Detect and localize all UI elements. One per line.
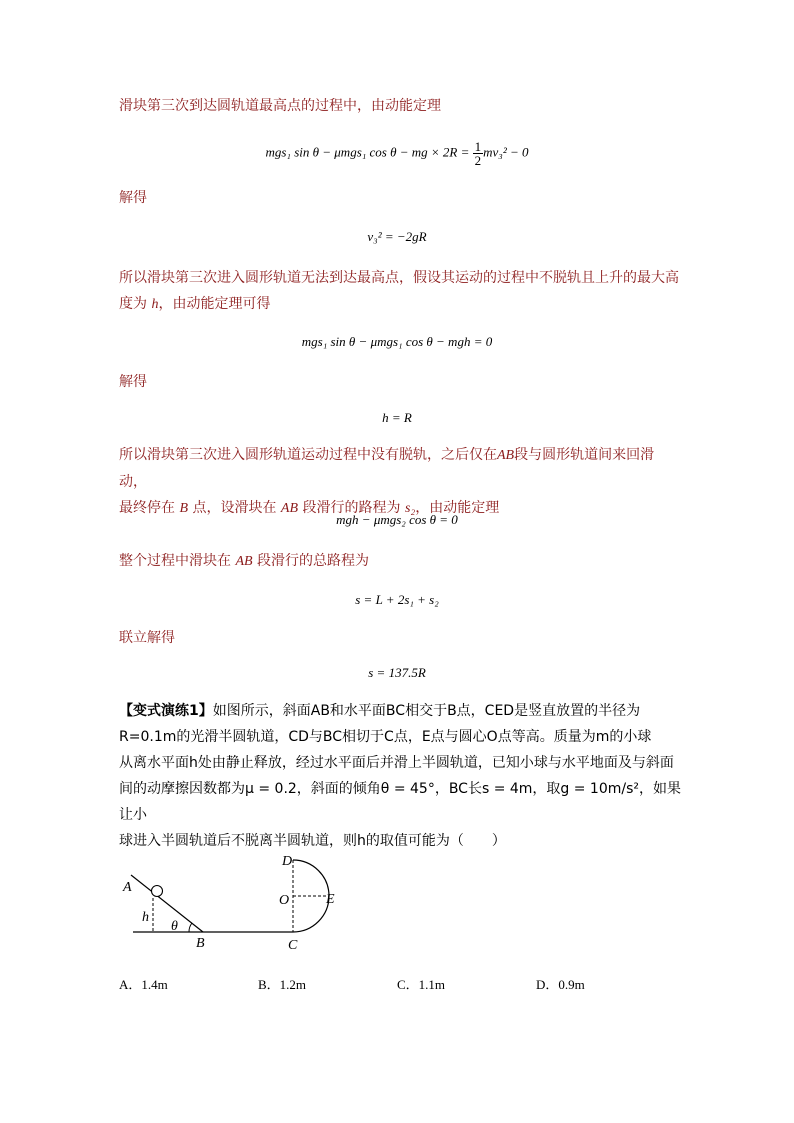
label-theta: θ: [171, 919, 178, 934]
jiede-1: 解得: [119, 190, 147, 206]
equation-5: mgh − μmgs₂ cos θ = 0: [336, 512, 458, 527]
equation-7: s = 137.5R: [368, 665, 426, 680]
ball: [152, 886, 163, 897]
label-h: h: [142, 910, 149, 925]
equation-2: v₃² = −2gR: [367, 229, 427, 244]
label-A: A: [123, 880, 132, 895]
para-4: 整个过程中滑块在 AB 段滑行的总路程为: [119, 553, 370, 569]
equation-4: h = R: [382, 410, 412, 425]
para-1: 滑块第三次到达圆轨道最高点的过程中，由动能定理: [119, 98, 441, 114]
lianli: 联立解得: [119, 630, 175, 646]
question-tag: 【变式演练1】: [119, 703, 213, 719]
option-b[interactable]: B．1.2m: [258, 977, 307, 992]
label-C: C: [288, 938, 298, 953]
label-O: O: [279, 893, 290, 908]
label-E: E: [326, 892, 335, 907]
option-d[interactable]: D．0.9m: [536, 977, 585, 992]
para-3: 所以滑块第三次进入圆形轨道运动过程中没有脱轨，之后仅在AB段与圆形轨道间来回滑动， 最终停在 B 点，设滑块在 AB 段滑行的路程为 s₂，由动能定理: [119, 447, 655, 516]
angle-arc: [189, 923, 192, 932]
option-c[interactable]: C．1.1m: [397, 977, 446, 992]
incline-semicircle-figure: [115, 848, 355, 958]
label-D: D: [282, 854, 293, 869]
equation-6: s = L + 2s₁ + s₂: [355, 592, 439, 607]
jiede-2: 解得: [119, 374, 147, 390]
equation-3: mgs₁ sin θ − μmgs₁ cos θ − mgh = 0: [301, 334, 493, 349]
fraction-half: $\frac{1}{2}$: [474, 139, 482, 168]
option-a[interactable]: A．1.4m: [119, 977, 168, 992]
label-B: B: [196, 936, 205, 951]
question-text: 【变式演练1】如图所示，斜面AB和水平面BC相交于B点，CED是竖直放置的半径为 R=0.1m的光滑半圆轨道，CD与BC相切于C点，E点与圆心O点等高。质量为m的小球 从离水平面h处由静止释放，经过水平面后并滑上半圆轨道，已知小球与水平地面及与斜面 间的动摩擦因数都为μ = 0.2，斜面的倾角θ = 45°，BC长s = 4m，取g = 10m/s²，如果让小 球进入半圆轨道后不脱离半圆轨道，则h的取值可能为（ ）: [119, 703, 682, 849]
para-2: 所以滑块第三次进入圆形轨道无法到达最高点，假设其运动的过程中不脱轨且上升的最大高 度为 h，由动能定理可得: [119, 270, 679, 312]
equation-1: mgs₁ sin θ − μmgs₁ cos θ − mg × 2R = $\frac{1}{2}$ mv₃² − 0: [265, 139, 529, 168]
